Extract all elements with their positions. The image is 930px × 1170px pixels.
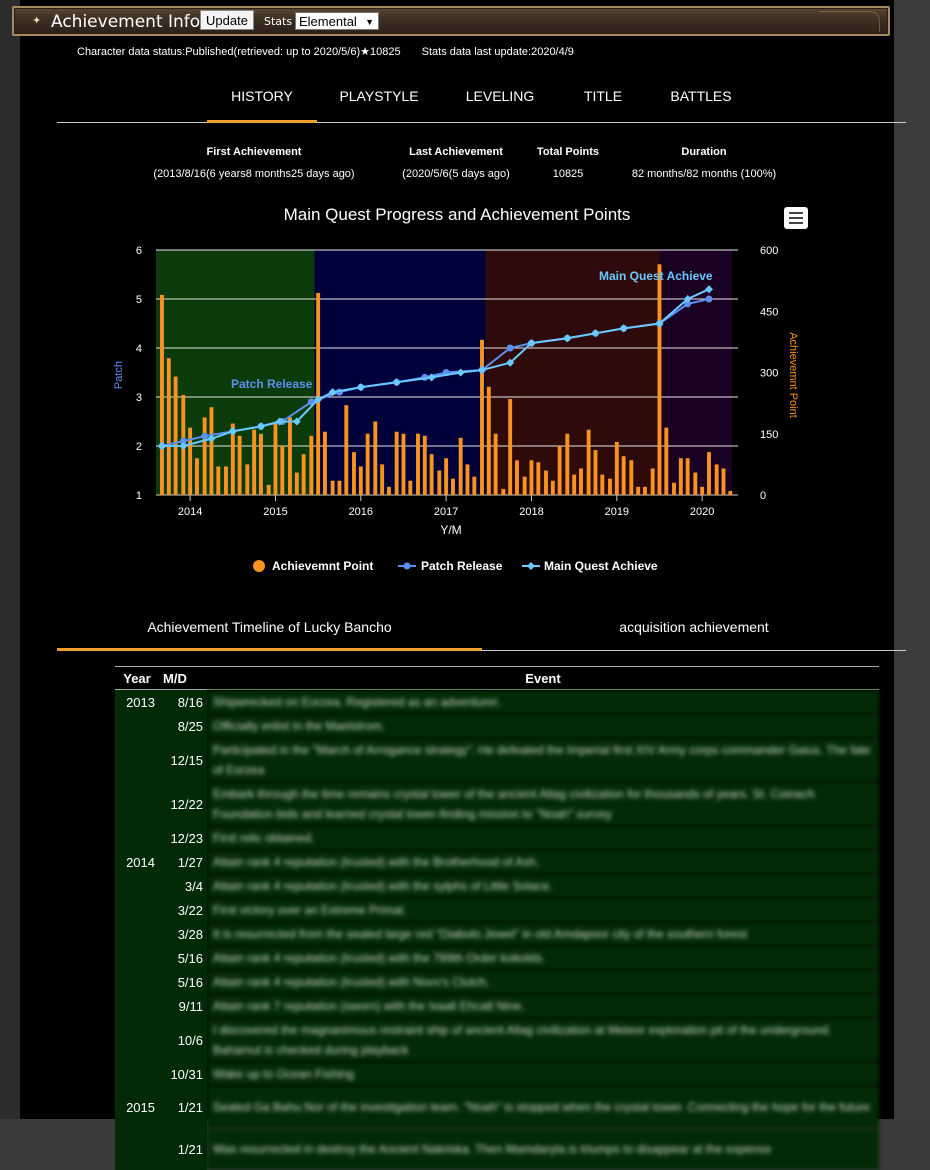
timeline-event: Attain rank 4 reputation (trusted) with the Brotherhood of Ash. [207, 850, 879, 874]
achievement-point-bar [594, 450, 598, 495]
achievement-point-bar [501, 489, 505, 495]
timeline-year [115, 1018, 159, 1062]
hamburger-icon-bar [789, 222, 803, 224]
achievement-point-bar [387, 487, 391, 495]
timeline-date: 1/21 [159, 1128, 207, 1170]
achievement-point-bar [536, 462, 540, 495]
legend-patch-release-icon [404, 563, 411, 570]
timeline-event: Sealed Ga Bahu Nor of the investigation team. "Noah" is stopped when the crystal tower. Connecting the hope for the future [207, 1086, 879, 1128]
left-axis-title: Patch [113, 361, 125, 389]
achievement-point-bar [728, 491, 732, 495]
timeline-row [115, 826, 879, 850]
left-axis-tick-label: 6 [136, 245, 142, 257]
achievement-point-bar [451, 479, 455, 495]
timeline-year [115, 946, 159, 970]
timeline-event: Attain rank 7 reputation (sworn) with the Ixaali Ehcatl Nine. [207, 994, 879, 1018]
achievement-point-bar [203, 417, 207, 495]
x-axis-tick-label: 2017 [434, 506, 458, 518]
left-axis-tick-label: 3 [136, 392, 142, 404]
first-achievement-label: First Achievement [180, 146, 328, 158]
achievement-point-bar [444, 458, 448, 495]
x-axis-tick-label: 2020 [690, 506, 714, 518]
right-axis-tick-label: 450 [760, 306, 778, 318]
timeline-date: 3/4 [159, 874, 207, 898]
legend-achievement-point-icon [253, 560, 265, 572]
achievement-timeline-table [115, 666, 879, 1170]
timeline-date: 10/6 [159, 1018, 207, 1062]
timeline-date: 3/22 [159, 898, 207, 922]
md-header: M/D [159, 667, 207, 690]
achievement-point-bar [715, 464, 719, 495]
x-axis-tick-label: 2015 [263, 506, 287, 518]
achievement-point-bar [274, 424, 278, 495]
achievement-point-bar [216, 466, 220, 495]
year-header: Year [115, 667, 159, 690]
hamburger-icon-bar [789, 212, 803, 214]
achievement-point-bar [565, 434, 569, 495]
timeline-year [115, 874, 159, 898]
timeline-row [115, 1086, 879, 1128]
legend-achievement-point-label: Achievemnt Point [272, 559, 373, 573]
timeline-row [115, 850, 879, 874]
timeline-row [115, 1062, 879, 1086]
achievement-point-bar [380, 464, 384, 495]
timeline-body [115, 690, 879, 1170]
timeline-date: 3/28 [159, 922, 207, 946]
achievement-point-bar [295, 473, 299, 495]
left-axis-tick-label: 5 [136, 294, 142, 306]
legend-main-quest-icon [527, 562, 535, 570]
achievement-point-bar [344, 405, 348, 495]
achievement-point-bar [572, 475, 576, 495]
chart-menu-button[interactable] [784, 207, 808, 229]
page-background-right [894, 0, 930, 1119]
achievement-point-bar [408, 481, 412, 495]
achievement-point-bar [523, 477, 527, 495]
achievement-point-bar [459, 438, 463, 495]
timeline-date: 12/15 [159, 738, 207, 782]
timeline-row [115, 1018, 879, 1062]
legend-main-quest-label: Main Quest Achieve [544, 559, 658, 573]
tab-battles[interactable]: BATTLES [662, 72, 740, 120]
timeline-row [115, 994, 879, 1018]
main-panel [20, 0, 894, 1119]
patch-release-point [705, 296, 712, 303]
achievement-point-bar [515, 460, 519, 495]
right-axis-tick-label: 300 [760, 368, 778, 380]
achievement-point-bar [167, 358, 171, 495]
timeline-row [115, 922, 879, 946]
diamond-icon: ✦ [32, 14, 41, 27]
tab-title[interactable]: TITLE [572, 72, 634, 120]
achievement-point-bar [245, 464, 249, 495]
achievement-point-bar [643, 487, 647, 495]
timeline-year: 2014 [115, 850, 159, 874]
timeline-date: 5/16 [159, 970, 207, 994]
achievement-point-bar [558, 446, 562, 495]
achievement-point-bar [210, 407, 214, 495]
tab-achievement-timeline[interactable]: Achievement Timeline of Lucky Bancho [57, 608, 482, 651]
achievement-point-bar [402, 434, 406, 495]
timeline-date: 10/31 [159, 1062, 207, 1086]
timeline-event: Officially enlist in the Maelstrom. [207, 714, 879, 738]
stats-data-status: Stats data last update:2020/4/9 [422, 46, 574, 58]
timeline-date: 1/27 [159, 850, 207, 874]
timeline-row [115, 898, 879, 922]
timeline-date: 1/21 [159, 1086, 207, 1128]
timeline-event: It is resurrected from the sealed large red "Diabolo Jewel" in old Amdapoor city of the southern forest [207, 922, 879, 946]
achievement-point-bar [587, 430, 591, 495]
timeline-date: 8/25 [159, 714, 207, 738]
achievement-point-bar [508, 399, 512, 495]
achievement-point-bar [323, 432, 327, 495]
last-achievement-value: (2020/5/6(5 days ago) [386, 168, 526, 180]
timeline-tabs [57, 608, 906, 651]
x-axis-tick-label: 2016 [349, 506, 373, 518]
duration-value: 82 months/82 months (100%) [614, 168, 794, 180]
achievement-point-bar [629, 460, 633, 495]
total-points-value: 10825 [528, 168, 608, 180]
achievement-point-bar [267, 485, 271, 495]
achievement-point-bar [288, 417, 292, 495]
timeline-year [115, 738, 159, 782]
achievement-point-bar [338, 481, 342, 495]
achievement-point-bar [579, 468, 583, 495]
update-button[interactable]: Update [200, 10, 254, 30]
timeline-row [115, 874, 879, 898]
achievement-point-bar [373, 422, 377, 496]
chart-title: Main Quest Progress and Achievement Points [20, 205, 894, 225]
timeline-event: Participated in the "March of Arrogance strategy". He defeated the Imperial first XIV Army corps commander Gaius. The fate of Eorzea [207, 738, 879, 782]
patch-release-point [201, 433, 208, 440]
achievement-point-bar [238, 436, 242, 495]
first-achievement-value: (2013/8/16(6 years8 months25 days ago) [134, 168, 374, 180]
achievement-point-bar [530, 460, 534, 495]
stats-select[interactable] [295, 12, 379, 30]
timeline-year [115, 970, 159, 994]
tab-acquisition-achievement[interactable]: acquisition achievement [482, 608, 906, 648]
achievement-point-bar [480, 340, 484, 495]
achievement-point-bar [395, 432, 399, 495]
main-quest-annotation: Main Quest Achieve [599, 269, 713, 283]
x-axis-title: Y/M [440, 523, 461, 537]
timeline-event: Attain rank 4 reputation (trusted) with the 789th Order kobolds. [207, 946, 879, 970]
achievement-point-bar [430, 454, 434, 495]
timeline-date: 8/16 [159, 690, 207, 715]
left-axis-tick-label: 1 [136, 490, 142, 502]
right-axis-title: Achievemnt Point [787, 332, 799, 418]
achievement-point-bar [544, 471, 548, 496]
timeline-row [115, 946, 879, 970]
x-axis-tick-label: 2019 [605, 506, 629, 518]
x-axis-tick-label: 2018 [519, 506, 543, 518]
achievement-point-bar [280, 446, 284, 495]
title-bar [12, 6, 890, 36]
achievement-point-bar [608, 479, 612, 495]
achievement-point-bar [622, 456, 626, 495]
achievement-point-bar [195, 458, 199, 495]
achievement-point-bar [252, 430, 256, 495]
achievement-point-bar [600, 475, 604, 495]
timeline-year [115, 1128, 159, 1170]
legend-patch-release-label: Patch Release [421, 559, 503, 573]
achievement-point-bar [366, 434, 370, 495]
achievement-chart [100, 235, 820, 585]
achievement-point-bar [416, 434, 420, 495]
achievement-point-bar [487, 387, 491, 495]
timeline-event: Shipwrecked on Eorzea. Registered as an adventurer. [207, 690, 879, 715]
dropdown-arrow-icon: ▼ [365, 13, 374, 31]
achievement-point-bar [615, 442, 619, 495]
right-axis-tick-label: 150 [760, 429, 778, 441]
stats-select-value: Elemental [299, 14, 357, 29]
achievement-point-bar [707, 452, 711, 495]
x-axis-tick-label: 2014 [178, 506, 202, 518]
achievement-point-bar [331, 481, 335, 495]
status-line [77, 45, 592, 58]
achievement-point-bar [359, 466, 363, 495]
timeline-year [115, 922, 159, 946]
tab-playstyle[interactable]: PLAYSTYLE [329, 72, 429, 120]
achievement-point-bar [686, 458, 690, 495]
left-axis-tick-label: 2 [136, 441, 142, 453]
timeline-year [115, 1062, 159, 1086]
achievement-point-bar [636, 487, 640, 495]
achievement-point-bar [302, 454, 306, 495]
page-title: Achievement Info [51, 12, 200, 32]
expansion-era-band [659, 250, 732, 495]
timeline-year: 2013 [115, 690, 159, 715]
timeline-event: First relic obtained. [207, 826, 879, 850]
right-axis-tick-label: 600 [760, 245, 778, 257]
right-axis-tick-label: 0 [760, 490, 766, 502]
timeline-year [115, 826, 159, 850]
left-axis-tick-label: 4 [136, 343, 142, 355]
timeline-year [115, 898, 159, 922]
timeline-event: Embark through the time remains crystal tower of the ancient Allag civilization for thousands of years. St. Coinach Foundation bids and learned crystal tower-finding mission to "Noah" survey [207, 782, 879, 826]
timeline-date: 12/23 [159, 826, 207, 850]
timeline-row [115, 714, 879, 738]
timeline-header-row [115, 667, 879, 690]
achievement-point-bar [466, 464, 470, 495]
character-data-status: Character data status:Published(retrieved: up to 2020/5/6)★10825 [77, 46, 401, 58]
timeline-row [115, 690, 879, 715]
achievement-point-bar [722, 468, 726, 495]
timeline-date: 5/16 [159, 946, 207, 970]
achievement-point-bar [672, 483, 676, 495]
achievement-point-bar [551, 481, 555, 495]
achievement-point-bar [259, 434, 263, 495]
achievement-point-bar [494, 434, 498, 495]
timeline-year [115, 714, 159, 738]
timeline-row [115, 782, 879, 826]
achievement-point-bar [679, 458, 683, 495]
timeline-event: Was resurrected in destroy the Ancient Nakriska. Then Mamdaryla is triumps to disappear at the expense [207, 1128, 879, 1170]
achievement-point-bar [224, 466, 228, 495]
achievement-point-bar [160, 295, 164, 495]
patch-release-annotation: Patch Release [231, 377, 313, 391]
tab-history[interactable]: HISTORY [207, 72, 317, 123]
stats-label: Stats [264, 15, 292, 28]
timeline-row [115, 970, 879, 994]
timeline-row [115, 1128, 879, 1170]
patch-release-point [507, 345, 514, 352]
hamburger-icon-bar [789, 217, 803, 219]
achievement-point-bar [188, 428, 192, 495]
event-header: Event [207, 667, 879, 690]
page-background-left [0, 0, 20, 1119]
timeline-date: 9/11 [159, 994, 207, 1018]
timeline-year: 2015 [115, 1086, 159, 1128]
timeline-year [115, 994, 159, 1018]
timeline-year [115, 782, 159, 826]
achievement-point-bar [693, 473, 697, 495]
achievement-point-bar [316, 293, 320, 495]
timeline-event: Attain rank 4 reputation (trusted) with Novv's Clutch. [207, 970, 879, 994]
achievement-point-bar [174, 377, 178, 495]
achievement-point-bar [309, 436, 313, 495]
main-tabs [57, 72, 906, 123]
timeline-event: First victory over an Extreme Primal. [207, 898, 879, 922]
timeline-event: I discovered the magnanimous restraint ship of ancient Allag civilization at Meteor exploration pit of the underground. Bahamut is checked during playback [207, 1018, 879, 1062]
achievement-point-bar [700, 487, 704, 495]
achievement-point-bar [352, 452, 356, 495]
timeline-event: Wake up to Ocean Fishing [207, 1062, 879, 1086]
duration-label: Duration [644, 146, 764, 158]
achievement-point-bar [664, 428, 668, 495]
last-achievement-label: Last Achievement [386, 146, 526, 158]
tab-leveling[interactable]: LEVELING [455, 72, 545, 120]
achievement-point-bar [423, 436, 427, 495]
ornament-decoration [819, 11, 880, 32]
achievement-point-bar [658, 264, 662, 495]
timeline-event: Attain rank 4 reputation (trusted) with the sylphs of Little Solace. [207, 874, 879, 898]
timeline-date: 12/22 [159, 782, 207, 826]
timeline-row [115, 738, 879, 782]
achievement-point-bar [472, 477, 476, 495]
total-points-label: Total Points [528, 146, 608, 158]
achievement-point-bar [437, 471, 441, 496]
achievement-point-bar [651, 468, 655, 495]
